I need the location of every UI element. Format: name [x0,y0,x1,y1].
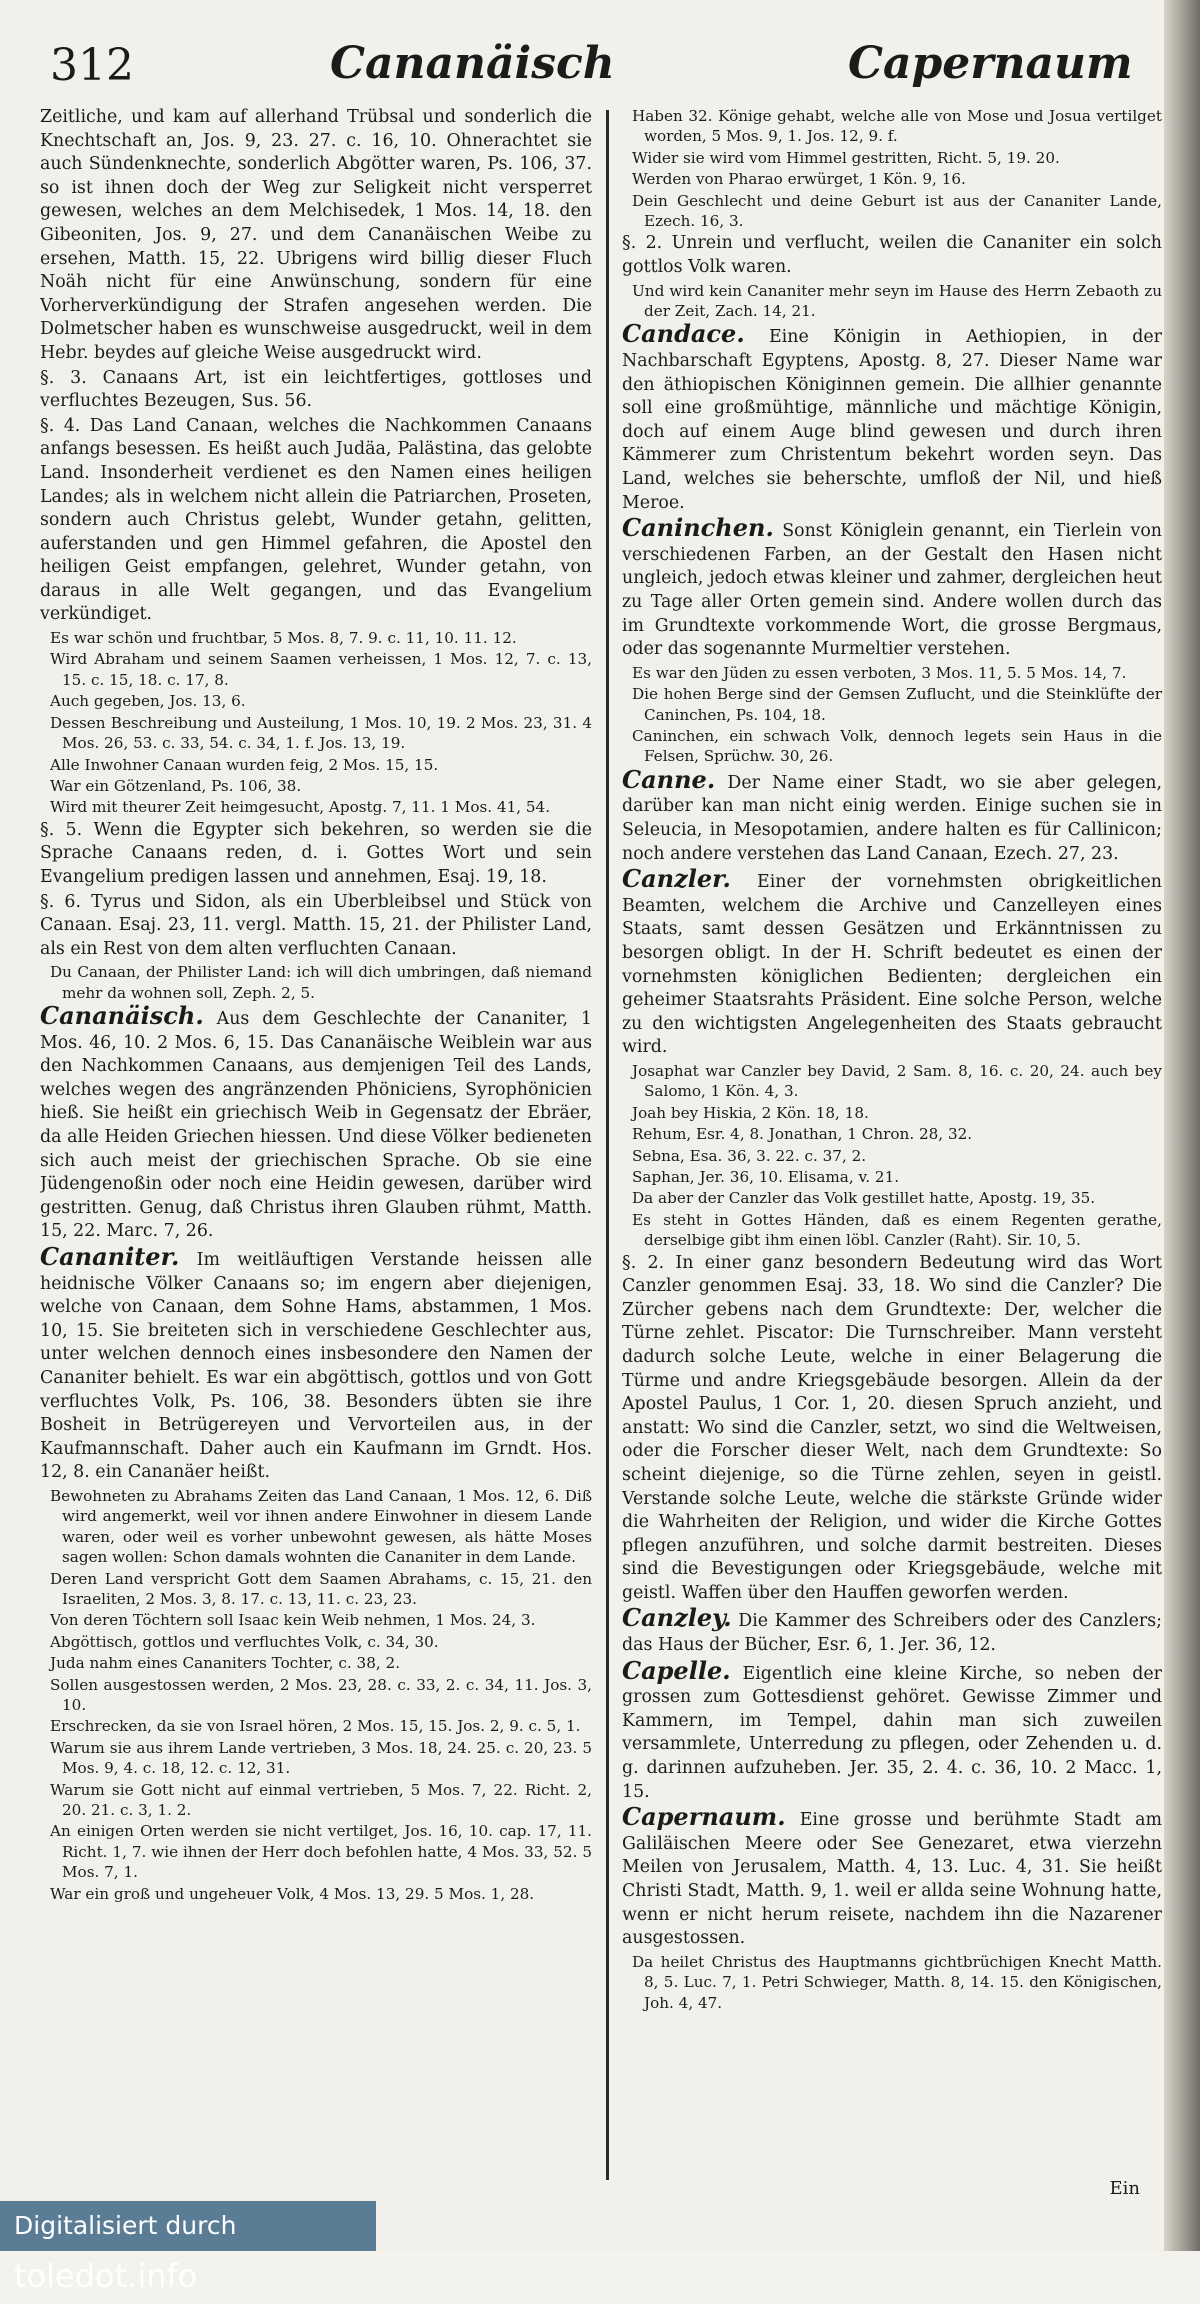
paragraph: §. 2. In einer ganz besondern Bedeutung wird das Wort Canzler genommen Esaj. 33, 18. Wo sind die Canzler? Die Zürcher gebens nach dem Grundtexte: Der, welcher die Türne zehlet. Piscator: Die Turnschreiber. Mann versteht dadurch solche Leute, welche in einer Belagerung die Türme und andre Kriegsgebäude besorgen. Allein da der Apostel Paulus, 1 Cor. 1, 20. diesen Spruch anzieht, und anstatt: Wo sind die Canzler, setzt, wo sind die Weltweisen, oder die Forscher dieser Welt, nach dem Grundtexte: So scheint diejenige, so die Türne zehlen, seyen in geistl. Verstande solche Leute, welche die stärkste Gründe wider die Wahrheiten der Religion, und wider die Kirche Gottes pflegen anzuführen, und solche darmit bestreiten. Dieses sind die Bevestigungen oder Kriegsgebäude, welche mit geistl. Waffen über den Hauffen geworfen werden. [622,1252,1162,1603]
reference-line: Da aber der Canzler das Volk gestillet hatte, Apostg. 19, 35. [632,1189,1096,1208]
page-number: 312 [50,40,134,91]
entry-headword: Cananäisch. [40,1001,204,1031]
dictionary-entry [622,764,1162,866]
right-column [622,106,1162,2186]
reference-line: Josaphat war Canzler bey David, 2 Sam. 8, 16. c. 20, 24. auch bey Salomo, 1 Kön. 4, 3. [632,1061,1162,1101]
reference-line: Warum sie aus ihrem Lande vertrieben, 3 Mos. 18, 24. 25. c. 20, 23. 5 Mos. 9, 4. c. 18, 12. c. 12, 31. [50,1738,592,1778]
reference-line: Joah bey Hiskia, 2 Kön. 18, 18. [632,1103,869,1122]
page-header [40,34,1160,104]
paragraph: §. 2. Unrein und verflucht, weilen die Cananiter ein solch gottlos Volk waren. [622,233,1162,278]
digitization-footer[interactable] [0,2201,376,2295]
reference-line: Auch gegeben, Jos. 13, 6. [50,692,246,711]
reference-line: Caninchen, ein schwach Volk, dennoch legets sein Haus in die Felsen, Sprüchw. 30, 26. [632,726,1162,766]
entry-headword: Canne. [622,764,716,794]
dictionary-entry [622,1655,1162,1805]
reference-line: Saphan, Jer. 36, 10. Elisama, v. 21. [632,1167,900,1186]
page-edge [1164,0,1200,2251]
entry-headword: Cananiter. [40,1242,180,1272]
entry-headword: Caninchen. [622,513,774,543]
entry-text: Im weitläuftigen Verstande heissen alle heidnische Völker Canaans so; im engern aber diejenigen, welche von Canaan, dem Sohne Hams, abstammen, 1 Mos. 10, 15. Sie breiteten sich in verschiedene Geschlechter aus, unter welchen dennoch eines insbesondere den Namen der Cananiter behielt. Es war ein abgöttisch, gottlos und von Gott verfluchtes Volk, Ps. 106, 38. Besonders übten sie ihre Bosheit in Betrügereyen und Vervorteilen aus, in der Kaufmannschaft. Daher auch ein Kaufmann im Grndt. Hos. 12, 8. ein Cananäer heißt. [40,1250,592,1483]
entry-text: Aus dem Geschlechte der Cananiter, 1 Mos. 46, 10. 2 Mos. 6, 15. Das Cananäische Weiblein war aus den Nachkommen Canaans, aus demjenigen Teil des Lands, welches wegen des angränzenden Phöniciens, Syrophönicien hieß. Sie heißt ein griechisch Weib in Gegensatz der Ebräer, da alle Heiden Griechen hiessen. Und diese Völker bedieneten sich auch meist der griechischen Sprache. Ob sie eine Jüdengenoßin oder noch eine Heidin gewesen, darüber wird gestritten. Genug, daß Christus ihren Glauben rühmt, Matth. 15, 22. Marc. 7, 26. [40,1009,592,1242]
entry-text: Die Kammer des Schreibers oder des Canzlers; das Haus der Bücher, Esr. 6, 1. Jer. 36, 12. [622,1611,1162,1656]
reference-line: Alle Inwohner Canaan wurden feig, 2 Mos. 15, 15. [50,755,439,774]
paragraph: Zeitliche, und kam auf allerhand Trübsal und sonderlich die Knechtschaft an, Jos. 9, 23. 27. c. 16, 10. Ohnerachtet sie auch Sündenknechte, sonderlich Abgötter waren, Ps. 106, 37. so ist ihnen doch der Weg zur Seligkeit nicht versperret gewesen, welches an dem Melchisedek, 1 Mos. 14, 18. den Gibeoniten, Jos. 9, 27. und dem Cananäischen Weibe zu ersehen, Matth. 15, 22. Ubrigens wird billig dieser Fluch Noäh nicht für eine Anwünschung, sondern für eine Vorherverkündigung der Strafen angesehen werden. Die Dolmetscher haben es wunschweise ausgedruckt, weil in dem Hebr. beydes auf gleiche Weise ausgedruckt wird. [40,107,592,363]
reference-line: War ein Götzenland, Ps. 106, 38. [50,776,302,795]
dictionary-entry [622,1802,1162,1951]
reference-line: Von deren Töchtern soll Isaac kein Weib nehmen, 1 Mos. 24, 3. [50,1611,536,1630]
dictionary-entry [622,864,1162,1060]
entry-headword: Canzler. [622,864,731,894]
reference-line: Sollen ausgestossen werden, 2 Mos. 23, 28. c. 33, 2. c. 34, 11. Jos. 3, 10. [50,1675,592,1715]
reference-line: Wird Abraham und seinem Saamen verheissen, 1 Mos. 12, 7. c. 13, 15. c. 15, 18. c. 17, 8. [50,650,592,689]
reference-line: Bewohneten zu Abrahams Zeiten das Land Canaan, 1 Mos. 12, 6. Diß wird angemerkt, weil vor ihnen andere Einwohner in diesem Lande waren, oder weil es vorher unbewohnt gewesen, als hätte Moses sagen wollen: Schon damals wohnten die Cananiter in dem Lande. [50,1486,592,1567]
entry-headword: Capernaum. [622,1802,786,1832]
reference-line: Juda nahm eines Cananiters Tochter, c. 38, 2. [50,1654,401,1673]
reference-line: Und wird kein Cananiter mehr seyn im Hause des Herrn Zebaoth zu der Zeit, Zach. 14, 21. [632,281,1162,321]
reference-line: Sebna, Esa. 36, 3. 22. c. 37, 2. [632,1146,867,1165]
left-column [40,106,592,2186]
reference-line: Dessen Beschreibung und Austeilung, 1 Mos. 10, 19. 2 Mos. 23, 31. 4 Mos. 26, 53. c. 33, 54. c. 34, 1. f. Jos. 13, 19. [50,713,592,753]
paragraph: §. 5. Wenn die Egypter sich bekehren, so werden sie die Sprache Canaans reden, d. i. Gottes Wort und sein Evangelium predigen lassen und annehmen, Esaj. 19, 18. [40,819,592,887]
entry-text: Der Name einer Stadt, wo sie aber gelegen, darüber kan man nicht einig werden. Einige suchen sie in Seleucia, in Mesopotamien, andere halten es für Callinicon; noch andere verstehen das Land Canaan, Ezech. 27, 23. [622,772,1162,864]
reference-line: Deren Land verspricht Gott dem Saamen Abrahams, c. 15, 21. den Israeliten, 2 Mos. 3, 8. 17. c. 13, 11. c. 23, 23. [50,1569,592,1608]
reference-line: Haben 32. Könige gehabt, welche alle von Mose und Josua vertilget worden, 5 Mos. 9, 1. Jos. 12, 9. f. [632,107,1162,146]
reference-line: Erschrecken, da sie von Israel hören, 2 Mos. 15, 15. Jos. 2, 9. c. 5, 1. [50,1717,581,1736]
entry-text: Sonst Königlein genannt, ein Tierlein von verschiedenen Farben, an der Gestalt den Hasen nicht ungleich, jedoch etwas kleiner und zahmer, dergleichen heut zu Tage aller Orten gemein sind. Andere wollen durch das im Grundtexte vorkommende Wort, die grosse Bergmaus, oder das sogenannte Murmeltier verstehen. [622,521,1162,660]
reference-line: Da heilet Christus des Hauptmanns gichtbrüchigen Knecht Matth. 8, 5. Luc. 7, 1. Petri Schwieger, Matth. 8, 14. 15. den Königischen, Joh. 4, 47. [632,1952,1162,2012]
dictionary-entry [622,319,1162,515]
footer-domain-link[interactable]: toledot.info [14,2257,198,2295]
paragraph: §. 4. Das Land Canaan, welches die Nachkommen Canaans anfangs besessen. Es heißt auch Judäa, Palästina, das gelobte Land. Insonderheit verdienet es den Namen eines heiligen Landes; als in welchem nicht allein die Patriarchen, Proseten, sondern auch Christus gelebt, Wunder getahn, gelitten, auferstanden und gen Himmel gefahren, die Apostel den heiligen Geist empfangen, gelehret, Wunder getahn, von daraus in alle Welt gegangen, und das Evangelium verkündiget. [40,415,592,625]
entry-text: Eine grosse und berühmte Stadt am Galiläischen Meere oder See Genezaret, etwa vierzehn Meilen von Jerusalem, Matth. 4, 13. Luc. 4, 31. Sie heißt Christi Stadt, Matth. 9, 1. weil er allda seine Wohnung hatte, wenn er nicht herum reisete, nachdem ihn die Nazarener ausgestossen. [622,1810,1162,1949]
dictionary-entry [622,513,1162,662]
reference-line: War ein groß und ungeheuer Volk, 4 Mos. 13, 29. 5 Mos. 1, 28. [50,1884,535,1903]
entry-headword: Capelle. [622,1655,731,1685]
entry-text: Einer der vornehmsten obrigkeitlichen Beamten, welchem die Archive und Canzelleyen eines Staats, samt dessen Gesätzen und Erkänntnissen zu besorgen obligt. In der H. Schrift bedeutet es einen der vornehmsten königlichen Bedienten; dergleichen ein geheimer Staatsrahts Präsident. Eine solche Person, welche zu den wichtigsten Angelegenheiten des Staats gebraucht wird. [622,872,1162,1058]
running-head-right: Capernaum [848,38,1133,89]
dictionary-entry [622,1603,1162,1657]
entry-text: Eigentlich eine kleine Kirche, so neben der grossen zum Gottesdienst gehöret. Gewisse Zimmer und Kammern, im Tempel, dahin man sich zuweilen versammlete, Unterredung zu pflegen, oder Zehenden u. d. g. darinnen aufzuheben. Jer. 35, 2. 4. c. 36, 10. 2 Macc. 1, 15. [622,1663,1162,1802]
entry-headword: Candace. [622,319,745,349]
reference-line: Abgöttisch, gottlos und verfluchtes Volk, c. 34, 30. [50,1632,439,1651]
footer-label: Digitalisiert durch [14,2211,237,2240]
reference-line: Es war den Jüden zu essen verboten, 3 Mos. 11, 5. 5 Mos. 14, 7. [632,663,1127,682]
reference-line: Es steht in Gottes Händen, daß es einem Regenten gerathe, derselbige gibt ihm einen löbl. Canzler (Raht). Sir. 10, 5. [632,1210,1162,1250]
reference-line: An einigen Orten werden sie nicht vertilget, Jos. 16, 10. cap. 17, 11. Richt. 1, 7. wie ihnen der Herr doch befohlen hatte, 4 Mos. 33, 52. 5 Mos. 7, 1. [50,1822,592,1882]
catchword: Ein [1109,2178,1140,2199]
column-rule [606,110,609,2180]
reference-line: Es war schön und fruchtbar, 5 Mos. 8, 7. 9. c. 11, 10. 11. 12. [50,629,517,648]
reference-line: Warum sie Gott nicht auf einmal vertrieben, 5 Mos. 7, 22. Richt. 2, 20. 21. c. 3, 1. 2. [50,1780,592,1820]
paragraph: §. 3. Canaans Art, ist ein leichtfertiges, gottloses und verfluchtes Bezeugen, Sus. 56. [40,367,592,412]
reference-line: Wider sie wird vom Himmel gestritten, Richt. 5, 19. 20. [632,148,1060,167]
reference-line: Dein Geschlecht und deine Geburt ist aus der Cananiter Lande, Ezech. 16, 3. [632,191,1162,231]
entry-text: Eine Königin in Aethiopien, in der Nachbarschaft Egyptens, Apostg. 8, 27. Dieser Name war den äthiopischen Königinnen gemein. Die allhier genannte soll eine großmühtige, männliche und mächtige Königin, doch auf einem Auge blind gewesen und durch ihren Kämmerer zum Christentum bekehrt worden seyn. Das Land, welches sie beherschte, umfloß der Nil, und hieß Meroe. [622,327,1162,513]
reference-line: Wird mit theurer Zeit heimgesucht, Apostg. 7, 11. 1 Mos. 41, 54. [50,798,551,817]
dictionary-entry [40,1001,592,1244]
paragraph: §. 6. Tyrus und Sidon, als ein Uberbleibsel und Stück von Canaan. Esaj. 23, 11. vergl. Matth. 15, 21. der Philister Land, als ein Rest von dem alten verfluchten Canaan. [40,891,592,959]
reference-line: Die hohen Berge sind der Gemsen Zuflucht, und die Steinklüfte der Caninchen, Ps. 104, 18. [632,685,1162,724]
reference-line: Du Canaan, der Philister Land: ich will dich umbringen, daß niemand mehr da wohnen soll, Zeph. 2, 5. [50,963,592,1002]
dictionary-entry [40,1242,592,1485]
reference-line: Rehum, Esr. 4, 8. Jonathan, 1 Chron. 28, 32. [632,1125,973,1144]
running-head-left: Cananäisch [330,38,615,89]
reference-line: Werden von Pharao erwürget, 1 Kön. 9, 16. [632,170,966,189]
entry-headword: Canzley. [622,1603,732,1633]
